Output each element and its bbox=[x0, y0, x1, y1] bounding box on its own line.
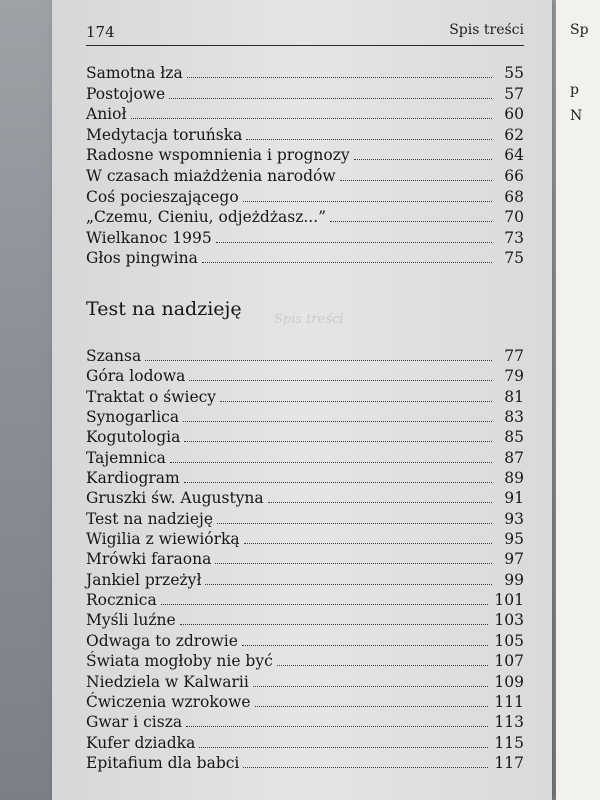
toc-entry-page: 64 bbox=[504, 146, 524, 165]
dot-leader bbox=[161, 604, 489, 605]
toc-entry-title: Anioł bbox=[86, 105, 127, 124]
dot-leader bbox=[246, 139, 492, 140]
toc-entry-page: 117 bbox=[494, 753, 524, 772]
toc-entry bbox=[86, 346, 524, 366]
dot-leader bbox=[180, 624, 489, 625]
toc-entry bbox=[86, 590, 524, 610]
dot-leader bbox=[243, 767, 488, 768]
next-page-edge bbox=[556, 0, 600, 800]
toc-entry-page: 91 bbox=[504, 489, 524, 508]
toc-entry bbox=[86, 610, 524, 630]
dot-leader bbox=[170, 462, 492, 463]
toc-entry bbox=[86, 488, 524, 508]
dot-leader bbox=[255, 706, 489, 707]
toc-entry bbox=[86, 672, 524, 692]
toc-entry-title: Coś pocieszającego bbox=[86, 187, 239, 206]
toc-entry bbox=[86, 166, 524, 187]
toc-entry-title: Kardiogram bbox=[86, 469, 180, 488]
dot-leader bbox=[131, 118, 493, 119]
dot-leader bbox=[253, 686, 489, 687]
toc-entry-page: 115 bbox=[494, 733, 524, 752]
toc-entry-page: 89 bbox=[504, 469, 524, 488]
toc-entry-title: Wielkanoc 1995 bbox=[86, 228, 212, 247]
next-page-fragment: N bbox=[570, 108, 583, 124]
toc-entry bbox=[86, 366, 524, 386]
dot-leader bbox=[145, 360, 492, 361]
toc-entry bbox=[86, 651, 524, 671]
toc-entry-title: Tajemnica bbox=[86, 448, 166, 467]
toc-entry-title: Niedziela w Kalwarii bbox=[86, 672, 249, 691]
toc-entry-page: 93 bbox=[504, 509, 524, 528]
toc-entry-page: 60 bbox=[504, 105, 524, 124]
toc-entry bbox=[86, 407, 524, 427]
toc-entry-page: 81 bbox=[504, 387, 524, 406]
toc-entry-title: W czasach miażdżenia narodów bbox=[86, 166, 336, 185]
book-page bbox=[52, 0, 552, 800]
dot-leader bbox=[187, 77, 492, 78]
toc-entry-page: 97 bbox=[504, 550, 524, 569]
toc-entry bbox=[86, 84, 524, 105]
toc-entry-title: Medytacja toruńska bbox=[86, 125, 243, 144]
toc-entry bbox=[86, 228, 524, 249]
toc-entry-title: Radosne wspomnienia i prognozy bbox=[86, 146, 350, 165]
toc-list-group-1 bbox=[86, 63, 524, 269]
toc-entry-page: 87 bbox=[504, 448, 524, 467]
toc-entry-page: 101 bbox=[494, 591, 524, 610]
toc-entry-title: Kufer dziadka bbox=[86, 733, 196, 752]
next-page-fragment: Sp bbox=[570, 22, 589, 38]
toc-entry-title: Ćwiczenia wzrokowe bbox=[86, 692, 251, 711]
running-head: Spis treści bbox=[449, 22, 524, 38]
toc-entry-page: 75 bbox=[504, 249, 524, 268]
toc-entry-page: 70 bbox=[504, 208, 524, 227]
dot-leader bbox=[216, 242, 492, 243]
dot-leader bbox=[189, 380, 492, 381]
page-number: 174 bbox=[86, 23, 115, 41]
toc-entry bbox=[86, 692, 524, 712]
toc-entry-page: 77 bbox=[504, 347, 524, 365]
toc-entry-title: „Czemu, Cieniu, odjeżdżasz...” bbox=[86, 208, 327, 227]
toc-list-group-2 bbox=[86, 346, 524, 773]
dot-leader bbox=[330, 221, 492, 222]
toc-entry-page: 111 bbox=[494, 692, 524, 711]
toc-entry-title: Jankiel przeżył bbox=[86, 570, 202, 589]
toc-entry-title: Gwar i cisza bbox=[86, 713, 183, 732]
toc-entry bbox=[86, 753, 524, 773]
toc-entry-page: 83 bbox=[504, 408, 524, 427]
toc-entry bbox=[86, 631, 524, 651]
toc-entry-title: Test na nadzieję bbox=[86, 509, 213, 528]
toc-entry bbox=[86, 125, 524, 146]
toc-entry-title: Szansa bbox=[86, 347, 142, 365]
toc-entry-title: Myśli luźne bbox=[86, 611, 176, 630]
toc-entry-title: Świata mogłoby nie być bbox=[86, 652, 273, 671]
dot-leader bbox=[244, 543, 492, 544]
dot-leader bbox=[183, 421, 492, 422]
dot-leader bbox=[184, 482, 492, 483]
toc-entry-page: 107 bbox=[494, 652, 524, 671]
show-through-text: Spis treści bbox=[274, 312, 344, 327]
toc-entry bbox=[86, 448, 524, 468]
toc-entry-page: 95 bbox=[504, 530, 524, 549]
toc-entry-page: 57 bbox=[504, 84, 524, 103]
toc-entry-page: 55 bbox=[504, 64, 524, 82]
dot-leader bbox=[202, 262, 492, 263]
toc-entry-page: 85 bbox=[504, 428, 524, 447]
toc-entry bbox=[86, 509, 524, 529]
dot-leader bbox=[199, 747, 488, 748]
toc-entry-title: Góra lodowa bbox=[86, 367, 186, 386]
toc-entry-title: Synogarlica bbox=[86, 408, 180, 427]
dot-leader bbox=[220, 401, 492, 402]
toc-entry-title: Kogutologia bbox=[86, 428, 181, 447]
dot-leader bbox=[243, 201, 492, 202]
toc-entry-title: Głos pingwina bbox=[86, 249, 198, 268]
toc-entry bbox=[86, 570, 524, 590]
toc-entry-title: Gruszki św. Augustyna bbox=[86, 489, 264, 508]
toc-entry bbox=[86, 145, 524, 166]
toc-entry bbox=[86, 733, 524, 753]
dot-leader bbox=[169, 98, 492, 99]
toc-entry-title: Mrówki faraona bbox=[86, 550, 212, 569]
toc-entry-page: 99 bbox=[504, 570, 524, 589]
dot-leader bbox=[217, 523, 492, 524]
dot-leader bbox=[354, 159, 492, 160]
toc-entry-title: Wigilia z wiewiórką bbox=[86, 530, 240, 549]
toc-entry-title: Odwaga to zdrowie bbox=[86, 631, 238, 650]
toc-entry-page: 109 bbox=[494, 672, 524, 691]
dot-leader bbox=[184, 441, 492, 442]
toc-entry-title: Postojowe bbox=[86, 84, 166, 103]
toc-entry-page: 62 bbox=[504, 125, 524, 144]
dot-leader bbox=[340, 180, 492, 181]
toc-entry-title: Samotna łza bbox=[86, 64, 183, 82]
toc-entry-page: 113 bbox=[494, 713, 524, 732]
toc-entry-page: 103 bbox=[494, 611, 524, 630]
toc-entry-title: Epitafium dla babci bbox=[86, 753, 240, 772]
dot-leader bbox=[242, 645, 488, 646]
toc-entry bbox=[86, 207, 524, 228]
section-heading: Test na nadzieję bbox=[86, 298, 242, 320]
toc-entry bbox=[86, 104, 524, 125]
toc-entry bbox=[86, 63, 524, 84]
toc-entry-page: 79 bbox=[504, 367, 524, 386]
dot-leader bbox=[205, 584, 492, 585]
toc-entry-page: 105 bbox=[494, 631, 524, 650]
toc-entry bbox=[86, 529, 524, 549]
toc-entry-page: 73 bbox=[504, 228, 524, 247]
toc-entry bbox=[86, 712, 524, 732]
next-page-fragment: p bbox=[570, 82, 579, 98]
dot-leader bbox=[268, 502, 492, 503]
toc-entry bbox=[86, 468, 524, 488]
toc-entry bbox=[86, 549, 524, 569]
toc-entry-title: Rocznica bbox=[86, 591, 157, 610]
dot-leader bbox=[215, 563, 492, 564]
page-header bbox=[86, 19, 524, 46]
toc-entry bbox=[86, 187, 524, 208]
dot-leader bbox=[277, 665, 489, 666]
toc-entry-page: 66 bbox=[504, 166, 524, 185]
toc-entry bbox=[86, 248, 524, 269]
toc-entry bbox=[86, 387, 524, 407]
toc-entry-page: 68 bbox=[504, 187, 524, 206]
dot-leader bbox=[186, 726, 488, 727]
toc-entry bbox=[86, 427, 524, 447]
toc-entry-title: Traktat o świecy bbox=[86, 387, 217, 406]
